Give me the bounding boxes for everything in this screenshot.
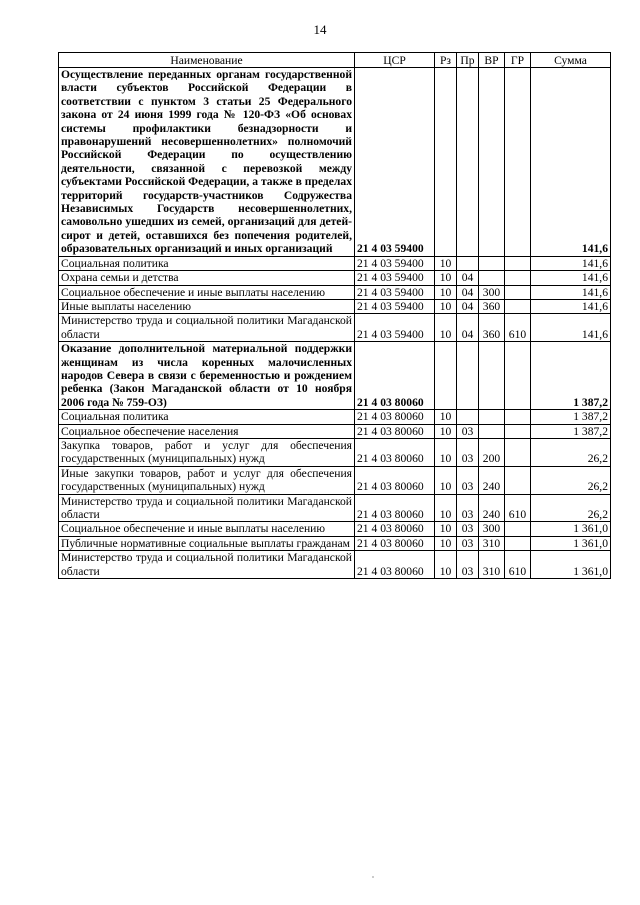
cell-pr: 03 [457,536,479,550]
cell-vr: 360 [479,299,505,313]
table-row [59,466,611,494]
cell-sum: 141,6 [531,68,611,257]
cell-vr [479,68,505,257]
cell-sum: 1 387,2 [531,424,611,438]
cell-pr [457,342,479,410]
cell-name: Социальное обеспечение населения [59,424,355,438]
header-vr: ВР [479,53,505,68]
cell-vr [479,256,505,270]
table-row [59,256,611,270]
cell-pr [457,410,479,424]
cell-vr [479,424,505,438]
cell-name: Оказание дополнительной материальной поддержки женщинам из числа коренных малочисленных народов Севера в связи с беременностью и рождением ребенка (Закон Магаданской области от 10 ноября 2006 года № 759-ОЗ) [59,342,355,410]
cell-vr: 200 [479,438,505,466]
cell-sum: 26,2 [531,494,611,522]
cell-csr: 21 4 03 59400 [355,285,435,299]
cell-rz: 10 [435,466,457,494]
cell-csr: 21 4 03 80060 [355,410,435,424]
cell-name: Охрана семьи и детства [59,271,355,285]
cell-vr [479,271,505,285]
cell-vr: 240 [479,466,505,494]
table-row [59,536,611,550]
table-row [59,410,611,424]
table-row [59,494,611,522]
cell-csr: 21 4 03 80060 [355,466,435,494]
cell-rz: 10 [435,285,457,299]
cell-gr [505,438,531,466]
cell-name: Социальная политика [59,410,355,424]
cell-csr: 21 4 03 80060 [355,438,435,466]
cell-gr: 610 [505,314,531,342]
cell-pr: 04 [457,271,479,285]
cell-gr [505,410,531,424]
cell-pr: 04 [457,299,479,313]
cell-sum: 1 361,0 [531,551,611,579]
cell-pr: 04 [457,285,479,299]
header-csr: ЦСР [355,53,435,68]
header-rz: Рз [435,53,457,68]
cell-vr: 310 [479,536,505,550]
cell-pr [457,68,479,257]
cell-pr: 03 [457,494,479,522]
table-row [59,342,611,410]
table-row [59,551,611,579]
cell-name: Закупка товаров, работ и услуг для обеспечения государственных (муниципальных) нужд [59,438,355,466]
cell-gr: 610 [505,551,531,579]
cell-vr: 310 [479,551,505,579]
cell-name: Осуществление переданных органам государственной власти субъектов Российской Федерации в соответствии с пунктом 3 статьи 25 Федерального закона от 24 июня 1999 года № 120-ФЗ «Об основах системы профилактики безнадзорности и правонарушений несовершеннолетних» полномочий Российской Федерации по осуществлению деятельности, связанной с перевозкой между субъектами Российской Федерации, а также в пределах территорий государств-участников Содружества Независимых Государств несовершеннолетних, самовольно ушедших из семей, организаций для детей-сирот и детей, оставшихся без попечения родителей, образовательных организаций и иных организаций [59,68,355,257]
cell-rz [435,342,457,410]
cell-csr: 21 4 03 80060 [355,522,435,536]
cell-csr: 21 4 03 80060 [355,536,435,550]
table-row [59,299,611,313]
cell-name: Социальная политика [59,256,355,270]
cell-name: Иные закупки товаров, работ и услуг для обеспечения государственных (муниципальных) нужд [59,466,355,494]
cell-vr: 360 [479,314,505,342]
cell-rz: 10 [435,424,457,438]
cell-name: Министерство труда и социальной политики Магаданской области [59,551,355,579]
cell-pr: 03 [457,466,479,494]
cell-sum: 1 387,2 [531,342,611,410]
cell-rz [435,68,457,257]
cell-rz: 10 [435,271,457,285]
cell-gr [505,68,531,257]
cell-sum: 1 361,0 [531,536,611,550]
cell-sum: 1 387,2 [531,410,611,424]
cell-sum: 141,6 [531,314,611,342]
cell-csr: 21 4 03 80060 [355,494,435,522]
cell-gr [505,285,531,299]
table-row [59,68,611,257]
cell-pr: 03 [457,438,479,466]
header-name: Наименование [59,53,355,68]
cell-csr: 21 4 03 80060 [355,424,435,438]
cell-csr: 21 4 03 59400 [355,271,435,285]
header-gr: ГР [505,53,531,68]
cell-rz: 10 [435,522,457,536]
cell-gr [505,271,531,285]
cell-sum: 26,2 [531,438,611,466]
cell-pr: 03 [457,551,479,579]
header-pr: Пр [457,53,479,68]
cell-rz: 10 [435,551,457,579]
table-header-row [59,53,611,68]
cell-sum: 141,6 [531,256,611,270]
cell-csr: 21 4 03 80060 [355,551,435,579]
table-body [59,68,611,579]
cell-gr [505,522,531,536]
table-row [59,271,611,285]
cell-rz: 10 [435,438,457,466]
page-number: 14 [313,22,327,37]
cell-rz: 10 [435,536,457,550]
table-row [59,424,611,438]
table-row [59,438,611,466]
cell-pr [457,256,479,270]
cell-sum: 26,2 [531,466,611,494]
cell-gr [505,466,531,494]
cell-name: Публичные нормативные социальные выплаты гражданам [59,536,355,550]
cell-sum: 141,6 [531,299,611,313]
cell-rz: 10 [435,256,457,270]
cell-sum: 141,6 [531,285,611,299]
cell-gr [505,424,531,438]
cell-name: Министерство труда и социальной политики Магаданской области [59,494,355,522]
cell-csr: 21 4 03 59400 [355,314,435,342]
table-row [59,314,611,342]
cell-csr: 21 4 03 59400 [355,256,435,270]
cell-pr: 03 [457,424,479,438]
cell-rz: 10 [435,494,457,522]
cell-gr: 610 [505,494,531,522]
budget-table [58,52,611,579]
table-row [59,285,611,299]
cell-rz: 10 [435,410,457,424]
cell-pr: 04 [457,314,479,342]
cell-pr: 03 [457,522,479,536]
cell-vr [479,410,505,424]
cell-name: Министерство труда и социальной политики Магаданской области [59,314,355,342]
cell-rz: 10 [435,299,457,313]
cell-name: Социальное обеспечение и иные выплаты населению [59,285,355,299]
cell-sum: 141,6 [531,271,611,285]
cell-csr: 21 4 03 59400 [355,68,435,257]
cell-vr: 300 [479,285,505,299]
cell-gr [505,342,531,410]
cell-csr: 21 4 03 59400 [355,299,435,313]
cell-vr [479,342,505,410]
header-sum: Сумма [531,53,611,68]
cell-name: Социальное обеспечение и иные выплаты населению [59,522,355,536]
cell-csr: 21 4 03 80060 [355,342,435,410]
cell-gr [505,299,531,313]
cell-vr: 300 [479,522,505,536]
cell-rz: 10 [435,314,457,342]
cell-gr [505,256,531,270]
scan-speck [372,876,374,878]
cell-vr: 240 [479,494,505,522]
cell-name: Иные выплаты населению [59,299,355,313]
cell-sum: 1 361,0 [531,522,611,536]
table-row [59,522,611,536]
cell-gr [505,536,531,550]
